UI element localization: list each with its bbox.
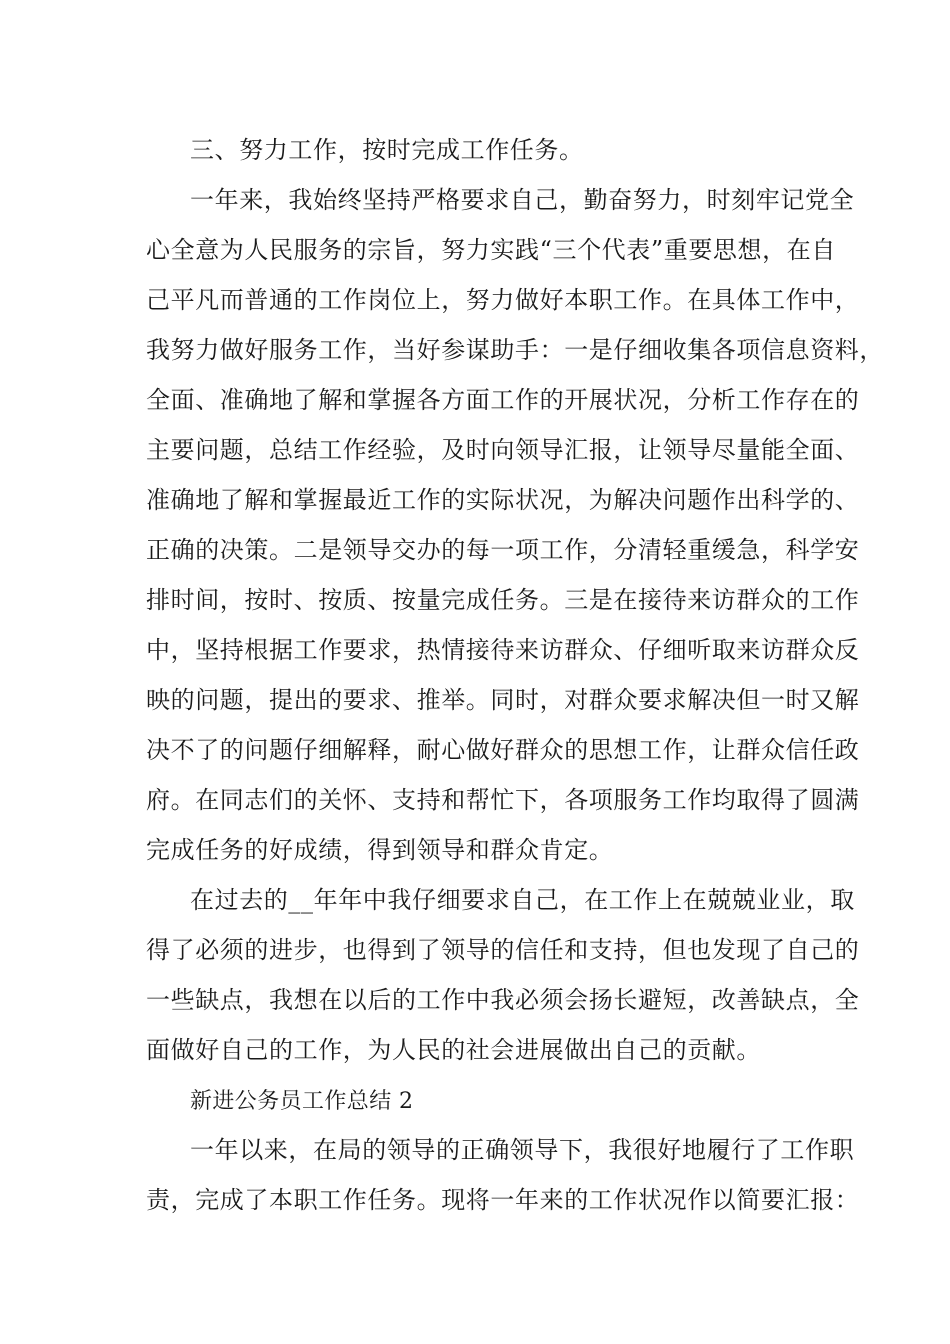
paragraph-2-line-4: 面做好自己的工作，为人民的社会进展做出自己的贡献。	[146, 1036, 761, 1064]
paragraph-1-line-13: 府。在同志们的关怀、支持和帮忙下，各项服务工作均取得了圆满	[146, 786, 860, 814]
paragraph-1-line-4: 我努力做好服务工作，当好参谋助手：一是仔细收集各项信息资料，	[146, 336, 884, 364]
paragraph-1-line-11: 映的问题，提出的要求、推举。同时，对群众要求解决但一时又解	[146, 686, 860, 714]
paragraph-1-line-2: 心全意为人民服务的宗旨，努力实践“三个代表”重要思想，在自	[146, 236, 836, 264]
paragraph-1-line-7: 准确地了解和掌握最近工作的实际状况，为解决问题作出科学的、	[146, 486, 860, 514]
paragraph-3-line-1: 一年以来，在局的领导的正确领导下，我很好地履行了工作职	[190, 1136, 855, 1164]
paragraph-1-line-3: 己平凡而普通的工作岗位上，努力做好本职工作。在具体工作中，	[146, 286, 860, 314]
paragraph-2-line-3: 一些缺点，我想在以后的工作中我必须会扬长避短，改善缺点，全	[146, 986, 860, 1014]
paragraph-1-line-1: 一年来，我始终坚持严格要求自己，勤奋努力，时刻牢记党全	[190, 186, 855, 214]
section-heading: 三、努力工作，按时完成工作任务。	[190, 136, 584, 164]
paragraph-2-line-2: 得了必须的进步，也得到了领导的信任和支持，但也发现了自己的	[146, 936, 860, 964]
paragraph-1-line-8: 正确的决策。二是领导交办的每一项工作，分清轻重缓急，科学安	[146, 536, 860, 564]
paragraph-3-line-2: 责，完成了本职工作任务。现将一年来的工作状况作以简要汇报：	[146, 1186, 860, 1214]
paragraph-1-line-6: 主要问题，总结工作经验，及时向领导汇报，让领导尽量能全面、	[146, 436, 860, 464]
paragraph-2-line-1: 在过去的__年年中我仔细要求自己，在工作上在兢兢业业，取	[190, 886, 855, 914]
paragraph-1-line-9: 排时间，按时、按质、按量完成任务。三是在接待来访群众的工作	[146, 586, 860, 614]
paragraph-1-line-5: 全面、准确地了解和掌握各方面工作的开展状况，分析工作存在的	[146, 386, 860, 414]
paragraph-1-line-14: 完成任务的好成绩，得到领导和群众肯定。	[146, 836, 614, 864]
paragraph-1-line-10: 中，坚持根据工作要求，热情接待来访群众、仔细听取来访群众反	[146, 636, 860, 664]
paragraph-1-line-12: 决不了的问题仔细解释，耐心做好群众的思想工作，让群众信任政	[146, 736, 860, 764]
subtitle: 新进公务员工作总结 2	[190, 1089, 414, 1114]
